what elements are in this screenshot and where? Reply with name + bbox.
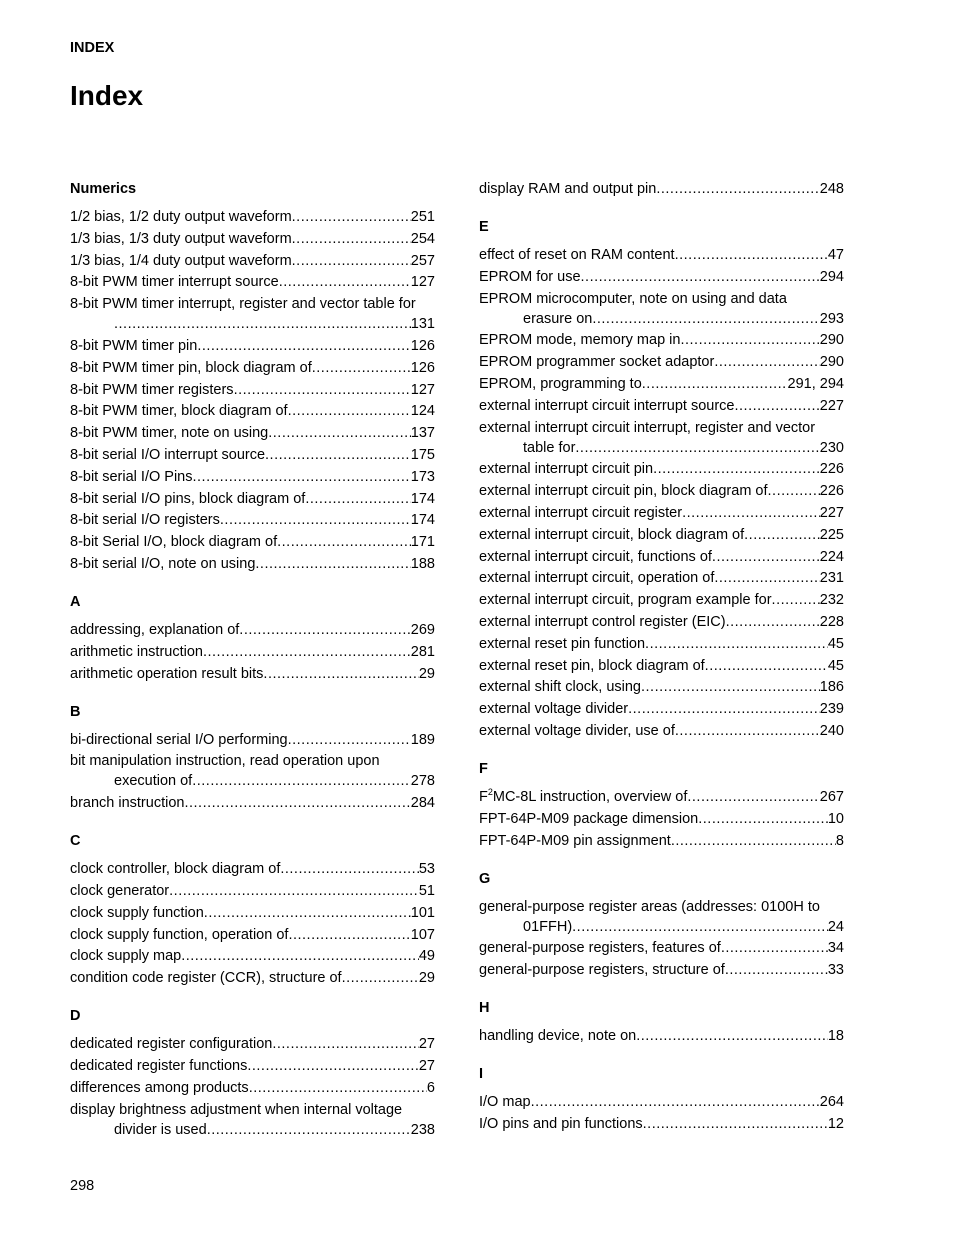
dot-leader xyxy=(207,1120,411,1140)
entry-term: 8-bit PWM timer, block diagram of xyxy=(70,403,288,420)
entry-page-ref: 186 xyxy=(819,679,844,696)
entry-page-ref: 29 xyxy=(418,970,435,987)
index-entry xyxy=(70,358,435,378)
index-entry xyxy=(479,590,844,610)
entry-page-ref: 51 xyxy=(418,882,435,899)
entry-page-ref: 174 xyxy=(410,490,435,507)
index-entry xyxy=(479,330,844,350)
entry-term: clock controller, block diagram of xyxy=(70,861,281,878)
index-entry xyxy=(479,459,844,479)
index-section xyxy=(70,179,435,574)
entry-page-ref: 224 xyxy=(819,548,844,565)
index-entry xyxy=(70,510,435,530)
entry-term-prefix: F xyxy=(479,788,488,805)
dot-leader xyxy=(698,809,828,829)
dot-leader xyxy=(592,309,819,329)
entry-page-ref: 226 xyxy=(819,461,844,478)
index-entry xyxy=(479,1114,844,1134)
entry-term: I/O pins and pin functions xyxy=(479,1115,643,1132)
index-entry xyxy=(479,897,844,937)
entry-page-ref: 240 xyxy=(819,722,844,739)
dot-leader xyxy=(181,946,419,966)
entry-term: dedicated register configuration xyxy=(70,1036,273,1053)
entry-page-ref: 24 xyxy=(827,918,844,935)
index-entry xyxy=(70,401,435,421)
index-entry xyxy=(479,721,844,741)
index-section xyxy=(479,998,844,1046)
index-entry xyxy=(479,245,844,265)
dot-leader xyxy=(726,612,820,632)
entry-term: 8-bit PWM timer, note on using xyxy=(70,425,269,442)
section-heading: H xyxy=(479,1000,490,1017)
section-heading: A xyxy=(70,593,81,610)
dot-leader xyxy=(575,438,819,458)
entry-term: display brightness adjustment when internal voltage xyxy=(70,1101,403,1118)
entry-page-ref: 53 xyxy=(418,861,435,878)
index-entry xyxy=(70,620,435,640)
entry-page-ref: 231 xyxy=(819,570,844,587)
entry-term: external reset pin, block diagram of xyxy=(479,657,705,674)
index-entry xyxy=(70,1034,435,1054)
entry-page-ref: 29 xyxy=(418,665,435,682)
dot-leader xyxy=(288,925,410,945)
dot-leader xyxy=(197,336,410,356)
index-entry xyxy=(479,1026,844,1046)
index-entry xyxy=(479,267,844,287)
entry-term: display RAM and output pin xyxy=(479,181,657,197)
entry-term: differences among products xyxy=(70,1079,249,1096)
dot-leader xyxy=(239,620,411,640)
entry-page-ref: 27 xyxy=(418,1036,435,1053)
dot-leader xyxy=(184,793,410,813)
index-entry xyxy=(479,396,844,416)
entry-page-ref: 226 xyxy=(819,483,844,500)
entry-page-ref: 281 xyxy=(410,643,435,660)
entry-page-ref: 127 xyxy=(410,274,435,291)
entry-page-ref: 126 xyxy=(410,337,435,354)
index-entry xyxy=(70,664,435,684)
page-title: Index xyxy=(70,80,144,111)
entry-page-ref: 175 xyxy=(410,446,435,463)
section-heading: I xyxy=(479,1066,484,1083)
index-entry xyxy=(70,925,435,945)
entry-term-continued: execution of xyxy=(114,773,193,790)
index-entry xyxy=(479,568,844,588)
index-section xyxy=(70,702,435,814)
entry-page-ref: 230 xyxy=(819,439,844,456)
dot-leader xyxy=(642,374,788,394)
dot-leader xyxy=(247,1056,419,1076)
entry-page-ref: 10 xyxy=(827,810,844,827)
entry-page-ref: 267 xyxy=(819,788,844,805)
index-entry xyxy=(70,1100,435,1140)
dot-leader xyxy=(572,917,828,937)
entry-page-ref: 251 xyxy=(410,209,435,225)
dot-leader xyxy=(680,330,819,350)
entry-page-ref: 127 xyxy=(410,381,435,398)
entry-page-ref: 6 xyxy=(426,1079,435,1096)
section-heading: B xyxy=(70,703,81,720)
dot-leader xyxy=(292,229,411,249)
dot-leader xyxy=(714,568,819,588)
dot-leader xyxy=(114,314,411,334)
index-entry xyxy=(479,699,844,719)
dot-leader xyxy=(744,525,820,545)
entry-page-ref: 291, 294 xyxy=(787,375,844,392)
entry-term: external interrupt circuit, block diagram of xyxy=(479,526,745,543)
entry-term: 8-bit serial I/O registers xyxy=(70,512,220,529)
page-number: 298 xyxy=(70,1178,95,1194)
entry-term: 1/3 bias, 1/3 duty output waveform xyxy=(70,230,292,247)
entry-page-ref: 124 xyxy=(410,403,435,420)
dot-leader xyxy=(279,272,411,292)
index-entry xyxy=(479,787,844,807)
entry-term: bit manipulation instruction, read operation upon xyxy=(70,753,380,770)
entry-term: external voltage divider xyxy=(479,701,629,718)
entry-term-continued: table for xyxy=(523,439,576,456)
entry-term: clock supply map xyxy=(70,948,182,965)
dot-leader xyxy=(277,532,411,552)
entry-term: handling device, note on xyxy=(479,1028,637,1045)
entry-term: arithmetic operation result bits xyxy=(70,665,264,682)
entry-term: external reset pin function xyxy=(479,635,646,652)
entry-term: 8-bit serial I/O Pins xyxy=(70,468,193,485)
dot-leader xyxy=(705,656,828,676)
index-section xyxy=(479,759,844,851)
index-entry xyxy=(70,251,435,271)
entry-term: 8-bit PWM timer pin xyxy=(70,337,198,354)
dot-leader xyxy=(255,554,410,574)
dot-leader xyxy=(169,881,419,901)
entry-term: 8-bit serial I/O, note on using xyxy=(70,555,256,572)
section-heading: C xyxy=(70,833,81,850)
dot-leader xyxy=(249,1078,427,1098)
dot-leader xyxy=(280,859,419,879)
dot-leader xyxy=(305,489,410,509)
entry-page-ref: 27 xyxy=(418,1057,435,1074)
section-heading: D xyxy=(70,1008,81,1025)
dot-leader xyxy=(653,459,820,479)
entry-page-ref: 290 xyxy=(819,332,844,349)
index-entry xyxy=(70,207,435,227)
index-entry xyxy=(70,859,435,879)
entry-page-ref: 284 xyxy=(410,795,435,812)
entry-term: 8-bit PWM timer registers xyxy=(70,381,234,398)
dot-leader xyxy=(234,380,411,400)
entry-term: external shift clock, using xyxy=(479,679,641,696)
index-entry xyxy=(70,968,435,988)
dot-leader xyxy=(687,787,819,807)
dot-leader xyxy=(641,677,820,697)
dot-leader xyxy=(671,831,836,851)
dot-leader xyxy=(714,352,819,372)
index-entry xyxy=(70,751,435,791)
index-entry xyxy=(70,423,435,443)
index-column-right xyxy=(479,179,844,1152)
entry-page-ref: 257 xyxy=(410,252,435,269)
index-entry xyxy=(479,960,844,980)
entry-page-ref: 188 xyxy=(410,555,435,572)
entry-term-superscript: 2 xyxy=(487,786,493,797)
entry-page-ref: 107 xyxy=(410,926,435,943)
index-entry xyxy=(479,612,844,632)
index-entry xyxy=(70,380,435,400)
dot-leader xyxy=(288,730,411,750)
entry-term: external interrupt circuit interrupt source xyxy=(479,397,735,414)
dot-leader xyxy=(272,1034,419,1054)
index-entry xyxy=(70,229,435,249)
index-entry xyxy=(479,503,844,523)
index-column-left xyxy=(70,179,435,1158)
dot-leader xyxy=(220,510,411,530)
index-entry xyxy=(70,272,435,292)
dot-leader xyxy=(772,590,820,610)
index-section xyxy=(70,592,435,684)
index-entry xyxy=(479,1092,844,1112)
index-section xyxy=(70,831,435,988)
dot-leader xyxy=(636,1026,828,1046)
index-entry xyxy=(479,374,844,394)
index-entry xyxy=(479,525,844,545)
entry-term: EPROM mode, memory map in xyxy=(479,332,681,349)
index-section xyxy=(479,869,844,981)
entry-page-ref: 278 xyxy=(410,773,435,790)
entry-term: clock supply function, operation of xyxy=(70,926,289,943)
index-section xyxy=(479,1064,844,1134)
dot-leader xyxy=(193,467,411,487)
entry-page-ref: 49 xyxy=(418,948,435,965)
entry-term: I/O map xyxy=(479,1094,531,1111)
entry-page-ref: 45 xyxy=(827,657,844,674)
entry-page-ref: 232 xyxy=(819,592,844,609)
entry-page-ref: 290 xyxy=(819,354,844,371)
dot-leader xyxy=(734,396,819,416)
entry-page-ref: 189 xyxy=(410,731,435,748)
entry-page-ref: 228 xyxy=(819,613,844,630)
dot-leader xyxy=(645,634,828,654)
entry-page-ref: 34 xyxy=(827,940,844,957)
index-entry xyxy=(70,881,435,901)
entry-term: addressing, explanation of xyxy=(70,621,240,638)
entry-term: EPROM programmer socket adaptor xyxy=(479,354,715,371)
index-entry xyxy=(479,656,844,676)
entry-term: FPT-64P-M09 package dimension xyxy=(479,810,699,827)
entry-page-ref: 33 xyxy=(827,962,844,979)
dot-leader xyxy=(721,938,828,958)
index-section xyxy=(479,179,844,199)
dot-leader xyxy=(312,358,411,378)
entry-page-ref: 47 xyxy=(827,247,844,263)
index-entry xyxy=(479,547,844,567)
index-entry xyxy=(70,554,435,574)
dot-leader xyxy=(768,481,820,501)
entry-term: general-purpose registers, structure of xyxy=(479,962,725,979)
dot-leader xyxy=(725,960,828,980)
entry-term: condition code register (CCR), structure of xyxy=(70,970,342,987)
index-section xyxy=(479,217,844,741)
dot-leader xyxy=(628,699,820,719)
entry-term-continued: 01FFH) xyxy=(523,918,573,935)
index-section xyxy=(70,1006,435,1139)
index-entry xyxy=(70,467,435,487)
entry-term: clock supply function xyxy=(70,904,204,921)
section-heading: Numerics xyxy=(70,181,137,197)
entry-page-ref: 227 xyxy=(819,504,844,521)
entry-page-ref: 225 xyxy=(819,526,844,543)
entry-term: dedicated register functions xyxy=(70,1057,248,1074)
entry-term: 8-bit PWM timer interrupt source xyxy=(70,274,279,291)
entry-term: 8-bit PWM timer pin, block diagram of xyxy=(70,359,312,376)
entry-term: external interrupt circuit, operation of xyxy=(479,570,715,587)
entry-page-ref: 8 xyxy=(835,832,844,849)
entry-term: external interrupt circuit interrupt, register and vector xyxy=(479,419,816,436)
entry-page-ref: 269 xyxy=(410,621,435,638)
dot-leader xyxy=(643,1114,828,1134)
entry-term: 1/3 bias, 1/4 duty output waveform xyxy=(70,252,292,269)
entry-term: EPROM microcomputer, note on using and data xyxy=(479,290,787,307)
dot-leader xyxy=(342,968,419,988)
entry-term: bi-directional serial I/O performing xyxy=(70,731,288,748)
dot-leader xyxy=(204,903,411,923)
index-entry xyxy=(479,179,844,199)
dot-leader xyxy=(263,664,418,684)
entry-page-ref: 294 xyxy=(819,268,844,285)
index-entry xyxy=(70,1056,435,1076)
index-entry xyxy=(70,336,435,356)
index-entry xyxy=(479,809,844,829)
dot-leader xyxy=(656,179,819,199)
index-entry xyxy=(70,445,435,465)
index-entry xyxy=(479,289,844,329)
dot-leader xyxy=(203,642,411,662)
entry-term: arithmetic instruction xyxy=(70,643,203,660)
index-entry xyxy=(70,1078,435,1098)
entry-page-ref: 137 xyxy=(410,425,435,442)
entry-term: FPT-64P-M09 pin assignment xyxy=(479,832,671,849)
dot-leader xyxy=(682,503,820,523)
entry-term: external voltage divider, use of xyxy=(479,722,675,739)
entry-term: external interrupt control register (EIC) xyxy=(479,613,726,630)
entry-page-ref: 171 xyxy=(410,534,435,551)
index-entry xyxy=(479,938,844,958)
index-entry xyxy=(70,793,435,813)
entry-page-ref: 238 xyxy=(410,1121,435,1138)
entry-term: 8-bit serial I/O interrupt source xyxy=(70,446,266,463)
index-entry xyxy=(70,946,435,966)
entry-page-ref: 45 xyxy=(827,635,844,652)
dot-leader xyxy=(268,423,411,443)
section-heading: F xyxy=(479,760,488,777)
entry-term: 8-bit serial I/O pins, block diagram of xyxy=(70,490,306,507)
entry-term: external interrupt circuit pin xyxy=(479,461,654,478)
entry-page-ref: 18 xyxy=(827,1028,844,1045)
entry-page-ref: 131 xyxy=(410,316,435,333)
dot-leader xyxy=(531,1092,820,1112)
dot-leader xyxy=(675,245,828,265)
section-heading: G xyxy=(479,870,491,887)
index-entry xyxy=(70,642,435,662)
entry-term xyxy=(479,787,687,807)
entry-term-continued: erasure on xyxy=(523,310,593,327)
dot-leader xyxy=(265,445,411,465)
entry-page-ref: 254 xyxy=(410,230,435,247)
dot-leader xyxy=(192,771,411,791)
index-entry xyxy=(479,352,844,372)
entry-term: external interrupt circuit, functions of xyxy=(479,548,712,565)
entry-term: 8-bit PWM timer interrupt, register and vector table for xyxy=(70,296,416,313)
index-entry xyxy=(479,831,844,851)
entry-term-continued: divider is used xyxy=(114,1121,207,1138)
entry-term: external interrupt circuit pin, block diagram of xyxy=(479,483,768,500)
entry-term: effect of reset on RAM content xyxy=(479,247,675,263)
dot-leader xyxy=(292,251,411,271)
index-entry xyxy=(70,532,435,552)
entry-term-rest: MC-8L instruction, overview of xyxy=(492,788,688,805)
entry-term: external interrupt circuit register xyxy=(479,504,683,521)
dot-leader xyxy=(712,547,820,567)
entry-term: general-purpose register areas (addresses: 0100H to xyxy=(479,898,820,915)
entry-page-ref: 248 xyxy=(819,181,844,197)
entry-term: EPROM for use xyxy=(479,268,581,285)
dot-leader xyxy=(288,401,411,421)
index-entry xyxy=(479,634,844,654)
entry-page-ref: 174 xyxy=(410,512,435,529)
entry-page-ref: 173 xyxy=(410,468,435,485)
index-entry xyxy=(479,481,844,501)
entry-page-ref: 12 xyxy=(827,1115,844,1132)
section-heading: E xyxy=(479,219,489,235)
running-head: INDEX xyxy=(70,40,115,56)
entry-page-ref: 126 xyxy=(410,359,435,376)
index-entry xyxy=(70,489,435,509)
index-entry xyxy=(70,730,435,750)
entry-term: branch instruction xyxy=(70,795,185,812)
index-entry xyxy=(70,903,435,923)
entry-page-ref: 239 xyxy=(819,701,844,718)
entry-term: EPROM, programming to xyxy=(479,375,642,392)
entry-term: 1/2 bias, 1/2 duty output waveform xyxy=(70,209,292,225)
dot-leader xyxy=(581,267,820,287)
entry-page-ref: 227 xyxy=(819,397,844,414)
dot-leader xyxy=(675,721,820,741)
entry-page-ref: 293 xyxy=(819,310,844,327)
entry-term: clock generator xyxy=(70,882,170,899)
entry-term: external interrupt circuit, program example for xyxy=(479,592,772,609)
index-entry xyxy=(70,294,435,334)
index-entry xyxy=(479,677,844,697)
entry-term: 8-bit Serial I/O, block diagram of xyxy=(70,534,278,551)
entry-page-ref: 264 xyxy=(819,1094,844,1111)
dot-leader xyxy=(292,207,411,227)
index-entry xyxy=(479,418,844,458)
entry-term: general-purpose registers, features of xyxy=(479,940,721,957)
entry-page-ref: 101 xyxy=(410,904,435,921)
